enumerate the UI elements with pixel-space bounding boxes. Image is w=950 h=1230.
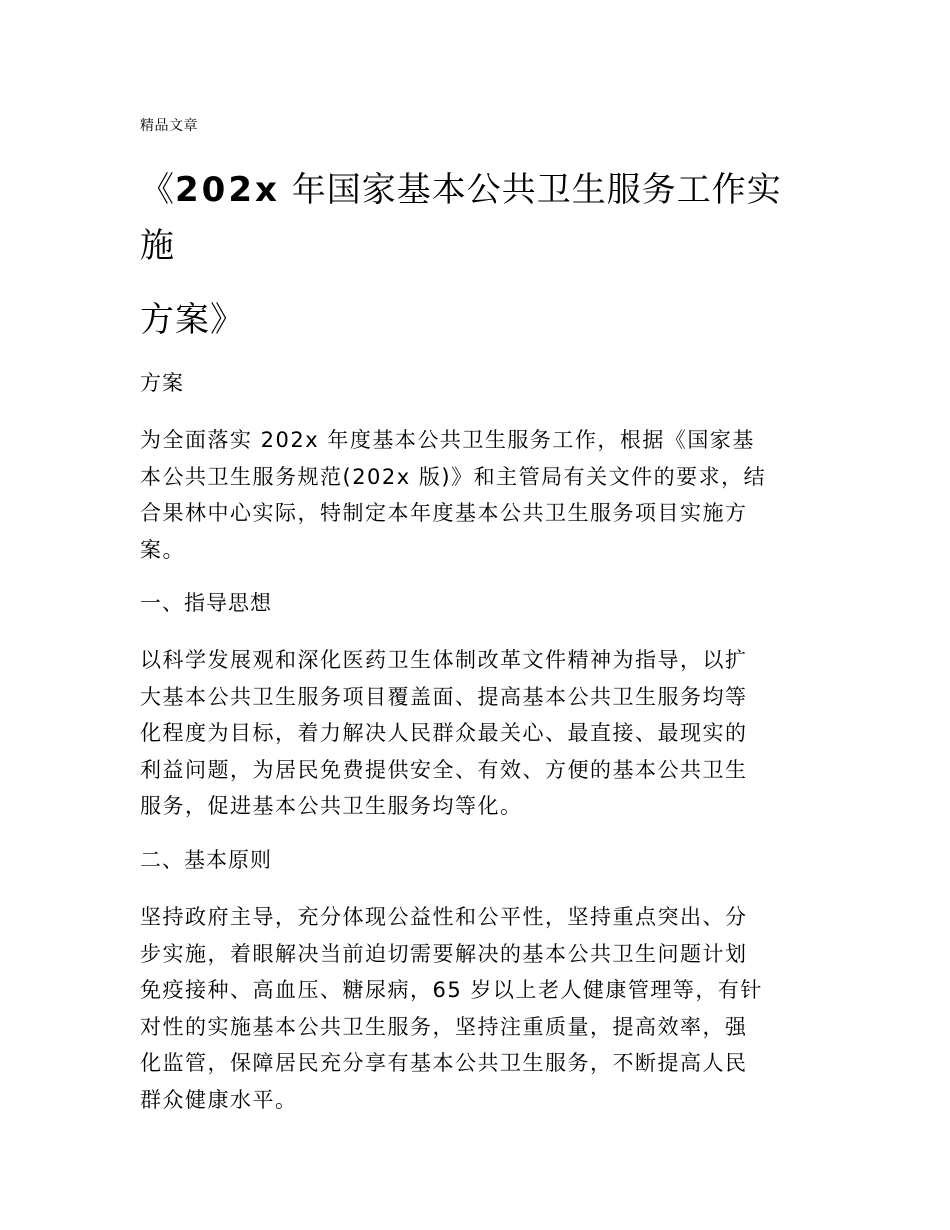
- paragraph-line: 免疫接种、高血压、糖尿病，65 岁以上老人健康管理等，有针: [140, 978, 763, 1002]
- section-2-heading: 二、基本原则: [140, 848, 272, 872]
- paragraph-line: 步实施，着眼解决当前迫切需要解决的基本公共卫生问题计划: [140, 941, 748, 966]
- title-year: 202x: [175, 170, 280, 210]
- paragraph-line: 群众健康水平。: [140, 1087, 298, 1112]
- intro-paragraph: [140, 422, 812, 568]
- document-title-line-3: 方案》: [140, 300, 245, 340]
- paragraph-line: 坚持政府主导，充分体现公益性和公平性，坚持重点突出、分: [140, 905, 748, 929]
- paragraph-line: 化监管，保障居民充分享有基本公共卫生服务，不断提高人民: [140, 1051, 748, 1075]
- paragraph-line: 案。: [140, 537, 185, 562]
- header-label: 精品文章: [140, 118, 198, 134]
- title-open-quote: 《: [140, 170, 175, 210]
- subtitle: 方案: [140, 371, 184, 395]
- paragraph-line: 对性的实施基本公共卫生服务，坚持注重质量，提高效率，强: [140, 1014, 748, 1039]
- paragraph-line: 化程度为目标，着力解决人民群众最关心、最直接、最现实的: [140, 721, 748, 745]
- paragraph-line: 合果林中心实际，特制定本年度基本公共卫生服务项目实施方: [140, 501, 748, 525]
- paragraph-line: 本公共卫生服务规范(202x 版)》和主管局有关文件的要求，结: [140, 464, 767, 489]
- paragraph-line: 以科学发展观和深化医药卫生体制改革文件精神为指导，以扩: [140, 648, 748, 672]
- paragraph-line: 服务，促进基本公共卫生服务均等化。: [140, 794, 523, 818]
- document-page: [140, 0, 812, 1230]
- paragraph-line: 大基本公共卫生服务项目覆盖面、提高基本公共卫生服务均等: [140, 684, 748, 709]
- section-1-paragraph: [140, 642, 812, 825]
- document-title-line-2: 施: [140, 226, 175, 266]
- paragraph-line: 为全面落实 202x 年度基本公共卫生服务工作，根据《国家基: [140, 428, 755, 452]
- document-title-line-1: [140, 166, 782, 214]
- title-line-1-text: 年国家基本公共卫生服务工作实: [291, 170, 782, 210]
- section-2-paragraph: [140, 899, 812, 1118]
- section-1-heading: 一、指导思想: [140, 591, 272, 615]
- paragraph-line: 利益问题，为居民免费提供安全、有效、方便的基本公共卫生: [140, 757, 748, 782]
